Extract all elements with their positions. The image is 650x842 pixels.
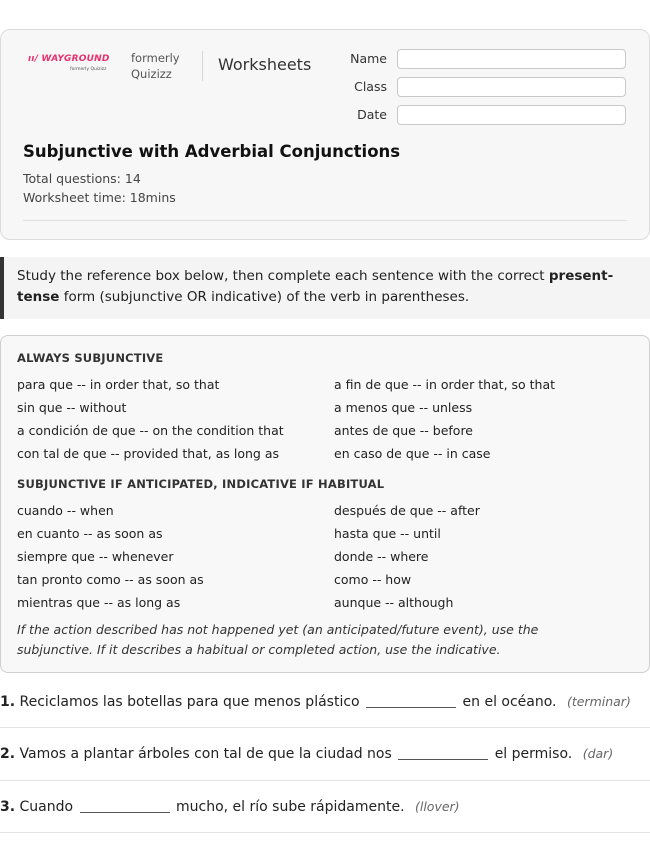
formerly-line2: Quizizz [131,67,172,81]
class-field[interactable] [397,77,626,97]
header-rule [23,220,627,221]
ref-item: en caso de que -- in case [334,446,491,461]
name-field[interactable] [397,49,626,69]
formerly-line1: formerly [131,51,180,65]
verb-hint: (llover) [414,799,460,814]
reference-heading-always: ALWAYS SUBJUNCTIVE [17,351,164,365]
worksheets-label: Worksheets [218,55,312,74]
name-label: Name [350,51,387,66]
instructions-bold: present-tense [17,268,614,305]
ref-item: con tal de que -- provided that, as long as [17,446,279,461]
instructions-text-2: form (subjunctive OR indicative) of the verb in parentheses. [59,289,470,305]
logo-text: WAYGROUND [41,54,110,64]
question-3 [0,799,460,815]
verb-hint: (dar) [582,746,614,761]
formerly-quizizz-text [131,50,180,82]
ref-item: hasta que -- until [334,526,441,541]
logo-mark-icon: ıı/ [28,54,39,64]
class-label: Class [354,79,387,94]
worksheet-time: Worksheet time: 18mins [23,190,176,205]
answer-blank[interactable] [398,746,488,760]
question-text-before: Reciclamos las botellas para que menos plástico [19,694,360,710]
question-text-after: en el océano. [462,694,557,710]
verb-hint: (terminar) [566,694,631,709]
answer-blank[interactable] [366,694,456,708]
ref-item: como -- how [334,572,412,587]
question-text-before: Vamos a plantar árboles con tal de que la ciudad nos [19,746,392,762]
ref-item: en cuanto -- as soon as [17,526,163,541]
total-questions: Total questions: 14 [23,171,141,186]
ref-item: sin que -- without [17,400,127,415]
question-number: 2. [0,746,16,762]
ref-item: a condición de que -- on the condition that [17,423,284,438]
date-label: Date [357,107,387,122]
ref-item: a fin de que -- in order that, so that [334,377,556,392]
ref-item: donde -- where [334,549,429,564]
ref-item: antes de que -- before [334,423,474,438]
question-divider [0,780,650,781]
ref-item: después de que -- after [334,503,480,518]
reference-note: If the action described has not happened yet (an anticipated/future event), use the subjunctive. If it describes a habitual or completed action, use the indicative. [17,622,539,657]
question-text-before: Cuando [19,799,74,815]
wayground-logo [28,54,118,72]
worksheet-title: Subjunctive with Adverbial Conjunctions [23,142,401,161]
question-divider [0,832,650,833]
header-divider [202,51,203,81]
question-number: 3. [0,799,16,815]
date-field[interactable] [397,105,626,125]
ref-item: a menos que -- unless [334,400,473,415]
question-text-after: mucho, el río sube rápidamente. [175,799,405,815]
ref-item: cuando -- when [17,503,114,518]
question-1 [0,694,631,710]
question-2 [0,746,613,762]
answer-blank[interactable] [80,799,170,813]
ref-item: para que -- in order that, so that [17,377,220,392]
question-number: 1. [0,694,16,710]
ref-item: aunque -- although [334,595,454,610]
ref-item: siempre que -- whenever [17,549,174,564]
ref-item: mientras que -- as long as [17,595,181,610]
logo-subtext: formerly Quizizz [70,67,107,72]
instructions-text-1: Study the reference box below, then complete each sentence with the correct [17,268,549,284]
question-text-after: el permiso. [494,746,573,762]
reference-heading-anticipated: SUBJUNCTIVE IF ANTICIPATED, INDICATIVE IF HABITUAL [17,477,385,491]
instructions [0,257,650,319]
ref-item: tan pronto como -- as soon as [17,572,204,587]
question-divider [0,727,650,728]
